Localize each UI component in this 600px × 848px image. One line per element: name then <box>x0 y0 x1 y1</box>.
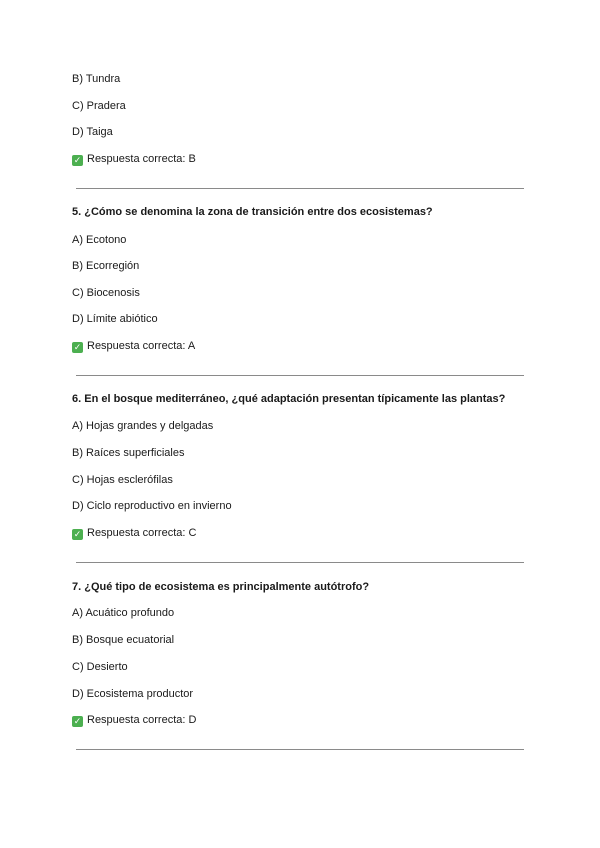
correct-answer: ✓ Respuesta correcta: D <box>73 714 197 726</box>
check-mark-icon: ✓ <box>73 716 82 726</box>
option-c: C) Pradera <box>72 100 126 112</box>
option-d: D) Límite abiótico <box>72 313 158 325</box>
correct-answer: ✓ Respuesta correcta: B <box>73 153 196 165</box>
option-b: B) Raíces superficiales <box>72 447 185 459</box>
option-d: D) Taiga <box>72 126 113 138</box>
separator <box>76 375 524 376</box>
correct-answer: ✓ Respuesta correcta: A <box>73 340 196 352</box>
option-a: A) Acuático profundo <box>72 607 175 619</box>
option-b: B) Tundra <box>72 73 121 85</box>
check-mark-icon: ✓ <box>73 155 82 165</box>
question-title: 6. En el bosque mediterráneo, ¿qué adaptación presentan típicamente las plantas? <box>72 393 506 405</box>
option-a: A) Hojas grandes y delgadas <box>72 420 214 432</box>
option-c: C) Desierto <box>72 661 128 673</box>
option-a: A) Ecotono <box>72 234 127 246</box>
option-b: B) Bosque ecuatorial <box>72 634 175 646</box>
option-b: B) Ecorregión <box>72 260 140 272</box>
option-c: C) Biocenosis <box>72 287 140 299</box>
check-mark-icon: ✓ <box>73 342 82 352</box>
question-title: 7. ¿Qué tipo de ecosistema es principalmente autótrofo? <box>72 581 370 593</box>
separator <box>76 562 524 563</box>
separator <box>76 188 524 189</box>
option-d: D) Ciclo reproductivo en invierno <box>72 500 232 512</box>
question-title: 5. ¿Cómo se denomina la zona de transición entre dos ecosistemas? <box>72 206 433 218</box>
correct-answer: ✓ Respuesta correcta: C <box>73 527 197 539</box>
check-mark-icon: ✓ <box>73 529 82 539</box>
option-c: C) Hojas esclerófilas <box>72 474 173 486</box>
option-d: D) Ecosistema productor <box>72 688 194 700</box>
separator <box>76 749 524 750</box>
